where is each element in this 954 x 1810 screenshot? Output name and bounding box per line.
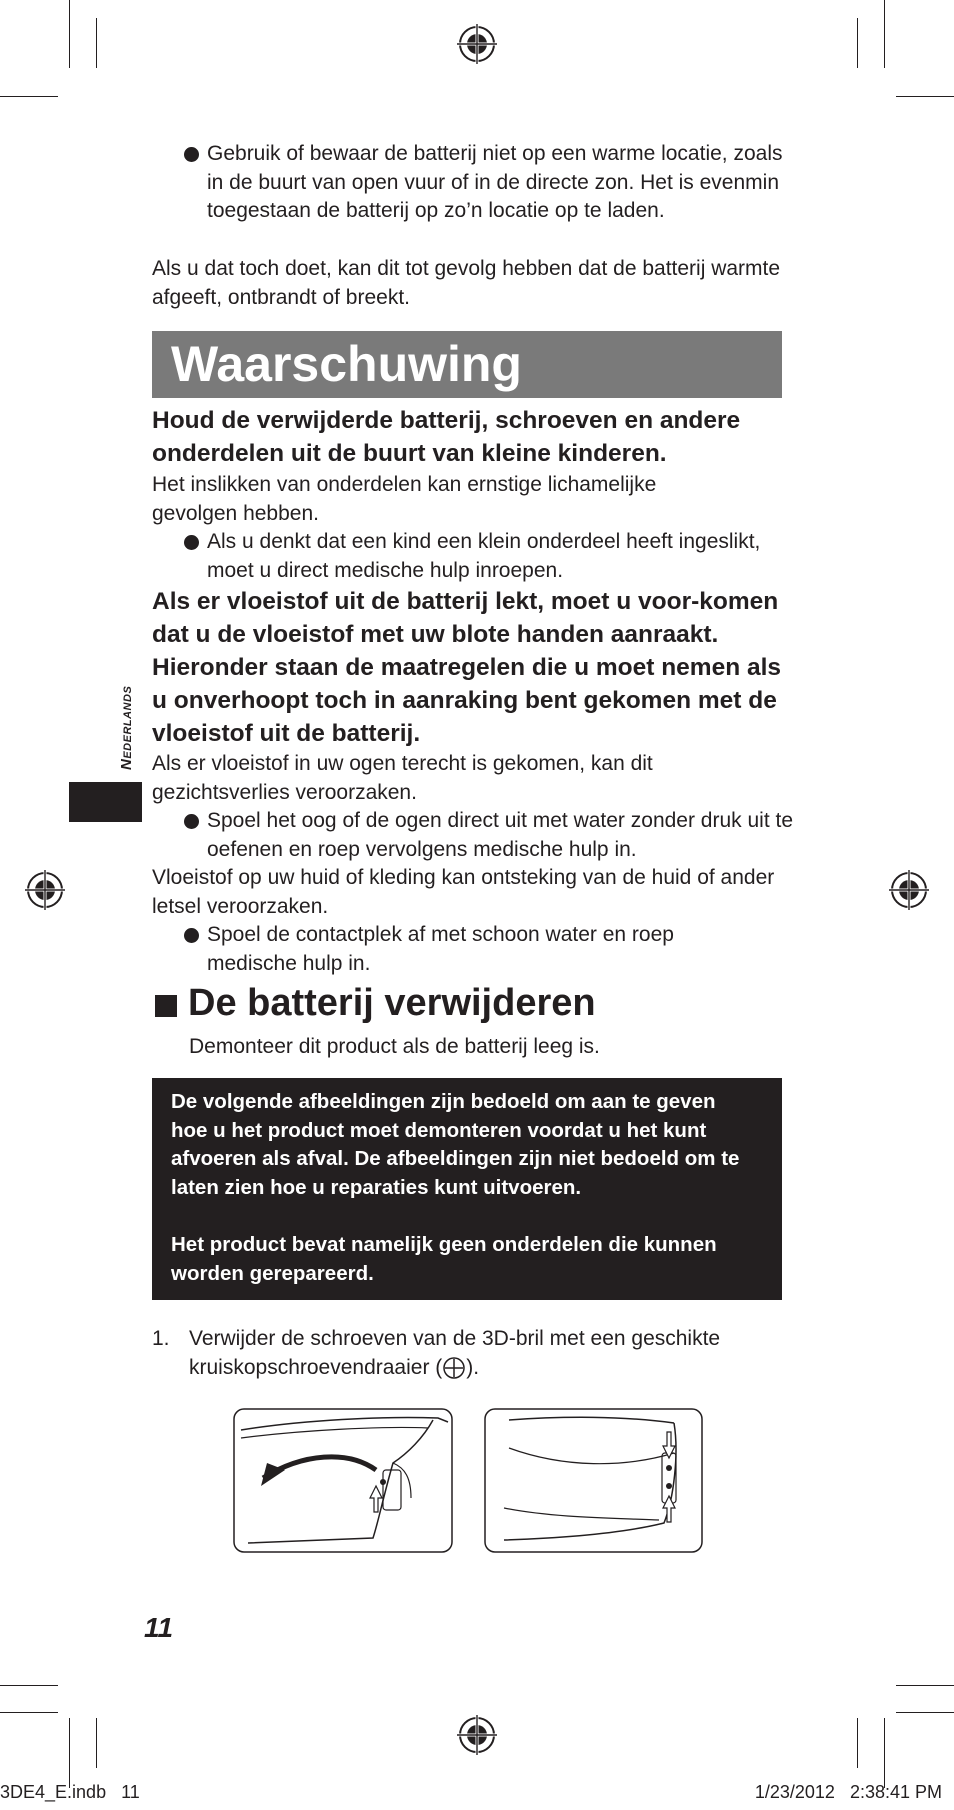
registration-mark-icon <box>889 870 929 910</box>
crop-mark <box>0 1685 58 1686</box>
side-tab-block <box>69 782 142 822</box>
bullet-text: Als u denkt dat een kind een klein onderdeel heeft ingeslikt, moet u direct medische hulp inroepen. <box>207 530 761 582</box>
page-number: 11 <box>144 1612 174 1643</box>
bullet-text: Spoel de contactplek af met schoon water en roep medische hulp in. <box>207 923 674 975</box>
body-paragraph: Vloeistof op uw huid of kleding kan ontsteking van de huid of ander letsel veroorzaken. <box>152 866 775 918</box>
crop-mark <box>896 96 954 97</box>
bullet-item <box>184 921 762 978</box>
bullet-item <box>184 528 762 585</box>
bullet-dot-icon <box>184 147 199 162</box>
bullet-text: Gebruik of bewaar de batterij niet op een warme locatie, zoals in de buurt van open vuur of in de directe zon. Het is evenmin toegestaan de batterij op zo’n locatie op te laden. <box>207 142 783 222</box>
body-paragraph: Als u dat toch doet, kan dit tot gevolg hebben dat de batterij warmte afgeeft, ontbrandt of breekt. <box>152 257 781 309</box>
step-number: 1. <box>152 1327 170 1350</box>
bullet-item <box>184 807 817 864</box>
crop-mark <box>96 1718 97 1768</box>
warning-subheading: Als er vloeistof uit de batterij lekt, moet u voor-komen dat u de vloeistof met uw blote handen aanraakt. Hieronder staan de maatregelen die u moet nemen als u onverhoopt toch in aanraking bent gekomen met de vloeistof uit de batterij. <box>152 588 782 747</box>
crop-mark <box>884 0 885 68</box>
footer-timestamp: 1/23/2012 2:38:41 PM <box>754 1782 942 1802</box>
bullet-dot-icon <box>184 535 199 550</box>
bullet-dot-icon <box>184 814 199 829</box>
crop-mark <box>896 1712 954 1713</box>
notice-text: Het product bevat namelijk geen onderdelen die kunnen worden gerepareerd. <box>171 1233 717 1285</box>
crop-mark <box>69 0 70 68</box>
crop-mark <box>857 1718 858 1768</box>
notice-box <box>152 1078 782 1300</box>
warning-subheading: Houd de verwijderde batterij, schroeven en andere onderdelen uit de buurt van kleine kinderen. <box>152 407 741 467</box>
step-text: Verwijder de schroeven van de 3D-bril met een geschikte kruiskopschroevendraaier ( ). <box>189 1327 721 1379</box>
registration-mark-icon <box>457 24 497 64</box>
glasses-screw-illustration <box>484 1408 703 1553</box>
warning-title: Waarschuwing <box>171 336 522 392</box>
body-paragraph: Als er vloeistof in uw ogen terecht is gekomen, kan dit gezichtsverlies veroorzaken. <box>152 752 653 804</box>
registration-mark-icon <box>25 870 65 910</box>
section-title: De batterij verwijderen <box>188 982 596 1024</box>
registration-mark-icon <box>457 1715 497 1755</box>
bullet-dot-icon <box>184 928 199 943</box>
crop-mark <box>69 1718 70 1788</box>
phillips-screw-icon <box>443 1357 465 1379</box>
footer-file-info: 3DE4_E.indb 11 <box>0 1782 140 1802</box>
section-subtitle: Demonteer dit product als de batterij leeg is. <box>189 1035 600 1058</box>
bullet-item <box>184 140 797 226</box>
body-paragraph: Het inslikken van onderdelen kan ernstige lichamelijke gevolgen hebben. <box>152 473 657 525</box>
square-bullet-icon <box>155 995 177 1017</box>
warning-heading-band <box>152 331 782 398</box>
glasses-screw-illustration <box>233 1408 453 1553</box>
crop-mark <box>857 18 858 68</box>
crop-mark <box>0 1712 58 1713</box>
crop-mark <box>96 18 97 68</box>
notice-text: De volgende afbeeldingen zijn bedoeld om aan te geven hoe u het product moet demonteren voordat u het kunt afvoeren als afval. De afbeeldingen zijn niet bedoeld om te laten zien hoe u reparaties kunt uitvoeren. <box>171 1090 740 1199</box>
crop-mark <box>896 1685 954 1686</box>
bullet-text: Spoel het oog of de ogen direct uit met water zonder druk uit te oefenen en roep vervolgens medische hulp in. <box>207 809 794 861</box>
crop-mark <box>0 96 58 97</box>
crop-mark <box>884 1718 885 1788</box>
